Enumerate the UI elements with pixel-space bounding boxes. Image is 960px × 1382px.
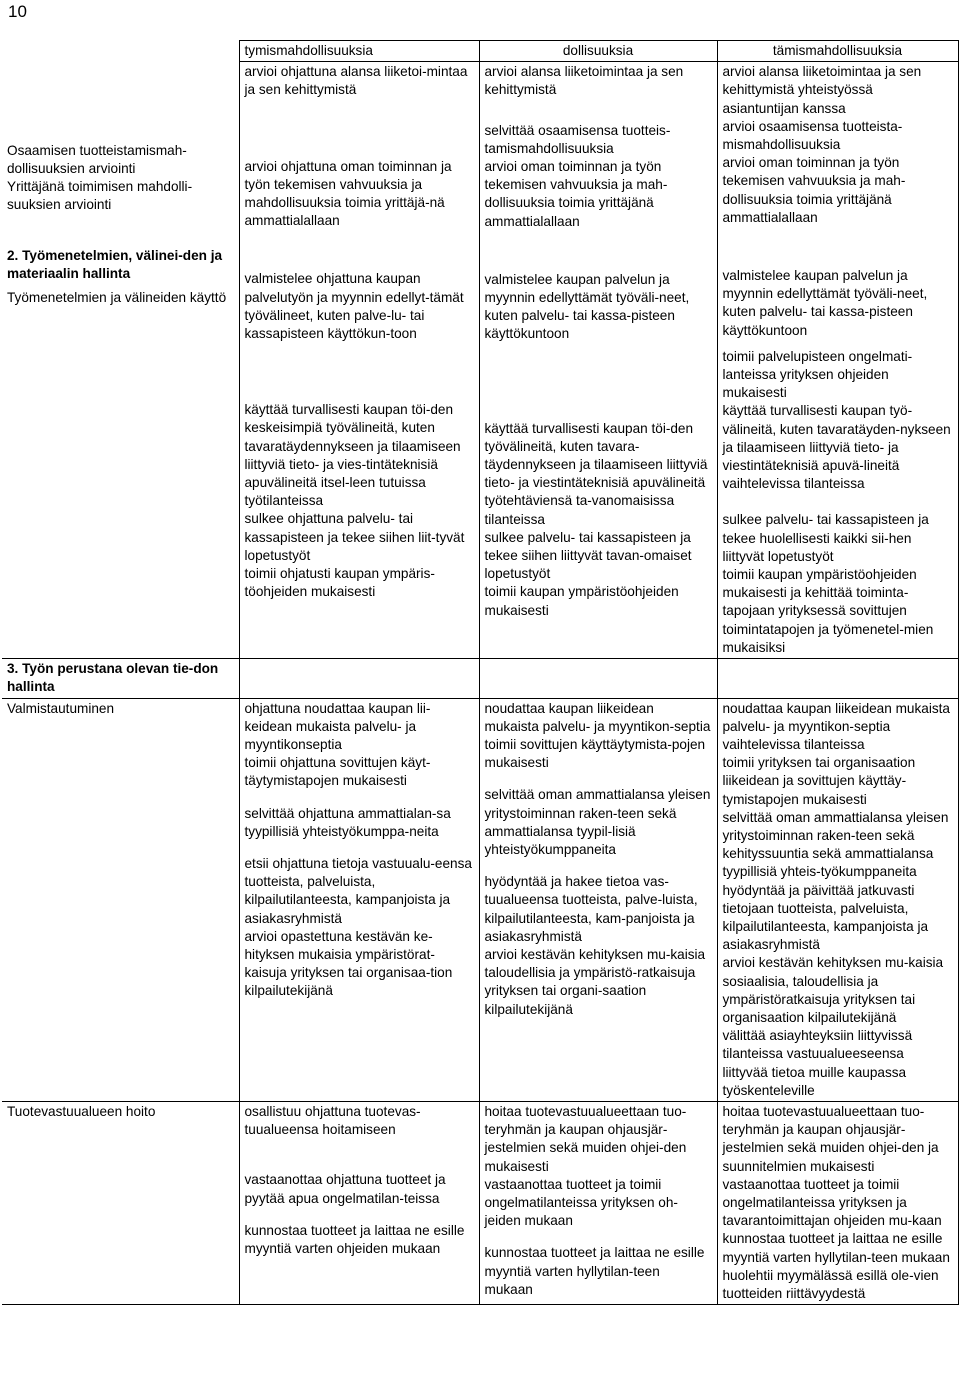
s2-col2-item1: valmistelee kaupan palvelun ja myynnin edellyttämät työväli-neet, kuten palvelu- tai kassa-pisteen käyttökuntoon [484,271,690,342]
valm-col2-item4: hyödyntää ja hakee tietoa vas-tuualueensa tuotteista, palve-luista, kilpailutilanteesta, kam-panjoista ja asiakasryhmistä [484,874,698,944]
section1-col1 [239,62,479,659]
s2-col3-item4: sulkee palvelu- tai kassapisteen ja tekee huolellisesti kaikki sii-hen liittyvät lopetustyöt [722,512,929,564]
header-empty-cell [2,41,239,62]
s1-first-col2: arvioi alansa liiketoimintaa ja sen kehittymistä [484,64,684,98]
valm-col1-item5: arvioi opastettuna kestävän ke-hityksen mukaisia ympäristörat-kaisuja yrityksen tai organisaa-tion kilpailutekijänä [244,928,453,999]
valm-col1-item1: ohjattuna noudattaa kaupan lii-keidean mukaista palvelu- ja myyntikonseptia [244,700,431,752]
s1-yrittaja-col3: arvioi oman toiminnan ja työn tekemisen vahvuuksia ja mah-dollisuuksia toimia yrittäjänä ammattialallaan [722,155,906,225]
valm-col3-item2: toimii yrityksen tai organisaation liikeidean ja sovittujen käyttäy-tymistapojen mukaisesti [722,755,916,807]
s2-col1-item3: käyttää turvallisesti kaupan töi-den keskeisimpiä työvälineitä, kuten tavaratäydennykseen ja tilaamiseen liittyviä tieto- ja vies-tintäteknisiä apuvälineitä itsel-leen tutuissa työtilanteissa [244,402,461,509]
page-number: 10 [8,2,27,21]
tuote-col1-item1: osallistuu ohjattuna tuotevas-tuualueensa hoitamiseen [244,1103,421,1138]
table-header-row [2,41,958,62]
valm-col2-item2: toimii sovittujen käyttäytymista-pojen mukaisesti [484,736,706,771]
label-tyomenetelmat: Työmenetelmien ja välineiden käyttö [7,289,227,305]
section1-col3 [717,62,958,659]
section3-title-col2 [479,659,717,698]
valm-col1 [239,698,479,1101]
valm-col3-item3: selvittää oman ammattialansa yleisen yritystoiminnan raken-teen sekä kehityssuuntia sekä ammattialansa tyypillisiä yhteis-työkumppaneita [722,809,949,880]
section3-title-col3 [717,659,958,698]
s2-col3-item1: valmistelee kaupan palvelun ja myynnin edellyttämät työväli-neet, kuten palvelu- tai kassa-pisteen käyttökuntoon [722,268,928,338]
s2-col1-item5: toimii ohjatusti kaupan ympäris-töohjeiden mukaisesti [244,566,435,600]
valm-col3-item5: arvioi kestävän kehityksen mu-kaisia sosiaalisia, taloudellisia ja ympäristöratkaisuja yrityksen tai organisaation kilpailutekijänä [722,955,944,1025]
tuote-col3-item2: vastaanottaa tuotteet ja toimii ongelmatilanteissa yrityksen ja tavarantoimittajan ohjeiden mu-kaan [722,1176,942,1229]
section2-title: 2. Työmenetelmien, välinei-den ja materiaalin hallinta [7,247,223,281]
table-row-tuotevastuualue [2,1101,958,1304]
s2-col2-item5: toimii kaupan ympäristöohjeiden mukaisesti [484,584,679,618]
header-col2: dollisuuksia [479,41,717,62]
s2-col3-item5: toimii kaupan ympäristöohjeiden mukaisesti ja kehittää toiminta-tapojaan yrityksessä sovittujen toimintatapojen ja työmenetel-mien mukaisiksi [722,567,934,655]
s1-first-col1: arvioi ohjattuna alansa liiketoi-mintaa ja sen kehittymistä [244,64,468,98]
section1-col2 [479,62,717,659]
tuote-col3 [717,1101,958,1304]
label-yrittaja: Yrittäjänä toimimisen mahdolli-suuksien arviointi [7,179,193,213]
valm-col1-item3: selvittää ohjattuna ammattialan-sa tyypillisiä yhteistyökumppa-neita [244,805,451,839]
valm-col1-item2: toimii ohjattuna sovittujen käyt-täytymistapojen mukaisesti [244,755,431,789]
table-row-business [2,62,958,659]
tuote-col1 [239,1101,479,1304]
criteria-table [2,40,959,1305]
s2-col1-item1: valmistelee ohjattuna kaupan palvelutyön ja myynnin edellyt-tämät työvälineet, kuten palve-lu- tai kassapisteen käyttökun-toon [244,271,464,342]
section3-title-cell [2,659,239,698]
tuote-col2-item1: hoitaa tuotevastuualueettaan tuo-teryhmän ja kaupan ohjausjär-jestelmien sekä muiden ohjei-den mukaisesti [484,1103,687,1174]
header-col3: tämismahdollisuuksia [717,41,958,62]
section3-title-col1 [239,659,479,698]
valm-col3-item6: välittää asiayhteyksiin liittyvissä tilanteissa vastuualueeseensa liittyvää tietoa muille kaupassa työskenteleville [722,1028,913,1098]
s1-yrittaja-col2: arvioi oman toiminnan ja työn tekemisen vahvuuksia ja mah-dollisuuksia toimia yrittäjänä ammattialallaan [484,159,668,229]
label-osaamisen: Osaamisen tuotteistamismah-dollisuuksien arviointi [7,142,187,176]
tuote-col2 [479,1101,717,1304]
valm-col2-item5: arvioi kestävän kehityksen mu-kaisia taloudellisia ja ympäristö-ratkaisuja yrityksen tai organi-saation kilpailutekijänä [484,946,706,1017]
valm-col1-item4: etsii ohjattuna tietoja vastuualu-eensa tuotteista, palveluista, kilpailutilanteesta, kampanjoista ja asiakasryhmistä [244,855,472,926]
valm-col3 [717,698,958,1101]
valm-col3-item1: noudattaa kaupan liikeidean mukaista palvelu- ja myyntikon-septia vaihtelevissa tilanteissa [722,700,950,752]
tuote-col3-item4: huolehtii myymälässä esillä ole-vien tuotteiden riittävyydestä [722,1267,939,1301]
valm-col3-item4: hyödyntää ja päivittää jatkuvasti tietojaan tuotteista, palveluista, kilpailutilanteesta, kampanjoista ja asiakasryhmistä [722,882,929,953]
valm-col2-item1: noudattaa kaupan liikeidean mukaista palvelu- ja myyntikon-septia [484,700,711,734]
label-tuotevastuualue: Tuotevastuualueen hoito [2,1101,239,1304]
s2-col3-item3: käyttää turvallisesti kaupan työ-välineitä, kuten tavaratäyden-nykseen ja tilaamiseen liittyviä tieto- ja viestintäteknisiä apuvä-lineitä vaihtelevissa tilanteissa [722,403,951,492]
tuote-col3-item3: kunnostaa tuotteet ja laittaa ne esille myyntiä varten hyllytilan-teen mukaan [722,1231,950,1265]
tuote-col2-item3: kunnostaa tuotteet ja laittaa ne esille myyntiä varten hyllytilan-teen mukaan [484,1245,705,1297]
valm-col2-item3: selvittää oman ammattialansa yleisen yritystoiminnan raken-teen sekä ammattialansa tyypil-lisiä yhteistyökumppaneita [484,787,711,857]
tuote-col2-item2: vastaanottaa tuotteet ja toimii ongelmatilanteissa yrityksen oh-jeiden mukaan [484,1176,678,1229]
label-valmistautuminen: Valmistautuminen [2,698,239,1101]
table-row-valmistautuminen [2,698,958,1101]
tuote-col3-item1: hoitaa tuotevastuualueettaan tuo-teryhmän ja kaupan ohjausjär-jestelmien sekä muiden ohjei-den ja suunnitelmien mukaisesti [722,1103,939,1174]
valm-col2 [479,698,717,1101]
s2-col2-item3: käyttää turvallisesti kaupan töi-den työvälineitä, kuten tavara-täydennykseen ja tilaamiseen liittyviä tieto- ja viestintäteknisiä apuvälineitä työtehtäviensä ta-vanomaisissa tilanteissa [484,420,708,527]
s2-col2-item4: sulkee palvelu- tai kassapisteen ja tekee siihen liittyvät tavan-omaiset lopetustyöt [484,529,692,582]
s2-col3-item2: toimii palvelupisteen ongelmati-lanteissa yrityksen ohjeiden mukaisesti [722,348,913,401]
s1-yrittaja-col1: arvioi ohjattuna oman toiminnan ja työn tekemisen vahvuuksia ja mahdollisuuksia toimia yrittäjä-nä ammattialallaan [244,158,452,229]
section3-title: 3. Työn perustana olevan tie-don hallinta [7,661,219,695]
tuote-col1-item3: kunnostaa tuotteet ja laittaa ne esille myyntiä varten ohjeiden mukaan [244,1222,465,1256]
section1-labels [2,62,239,659]
s1-first-col3: arvioi alansa liiketoimintaa ja sen kehittymistä yhteistyössä asiantuntijan kanssa [722,64,922,116]
s1-osaamisen-col3: arvioi osaamisensa tuotteista-mismahdollisuuksia [722,118,903,153]
header-col1: tymismahdollisuuksia [239,41,479,62]
table-row-section3-title [2,659,958,698]
s2-col1-item4: sulkee ohjattuna palvelu- tai kassapisteen ja tekee siihen liit-tyvät lopetustyöt [244,511,465,563]
s1-osaamisen-col2: selvittää osaamisensa tuotteis-tamismahdollisuuksia [484,122,671,156]
tuote-col1-item2: vastaanottaa ohjattuna tuotteet ja pyytää apua ongelmatilan-teissa [244,1172,446,1206]
